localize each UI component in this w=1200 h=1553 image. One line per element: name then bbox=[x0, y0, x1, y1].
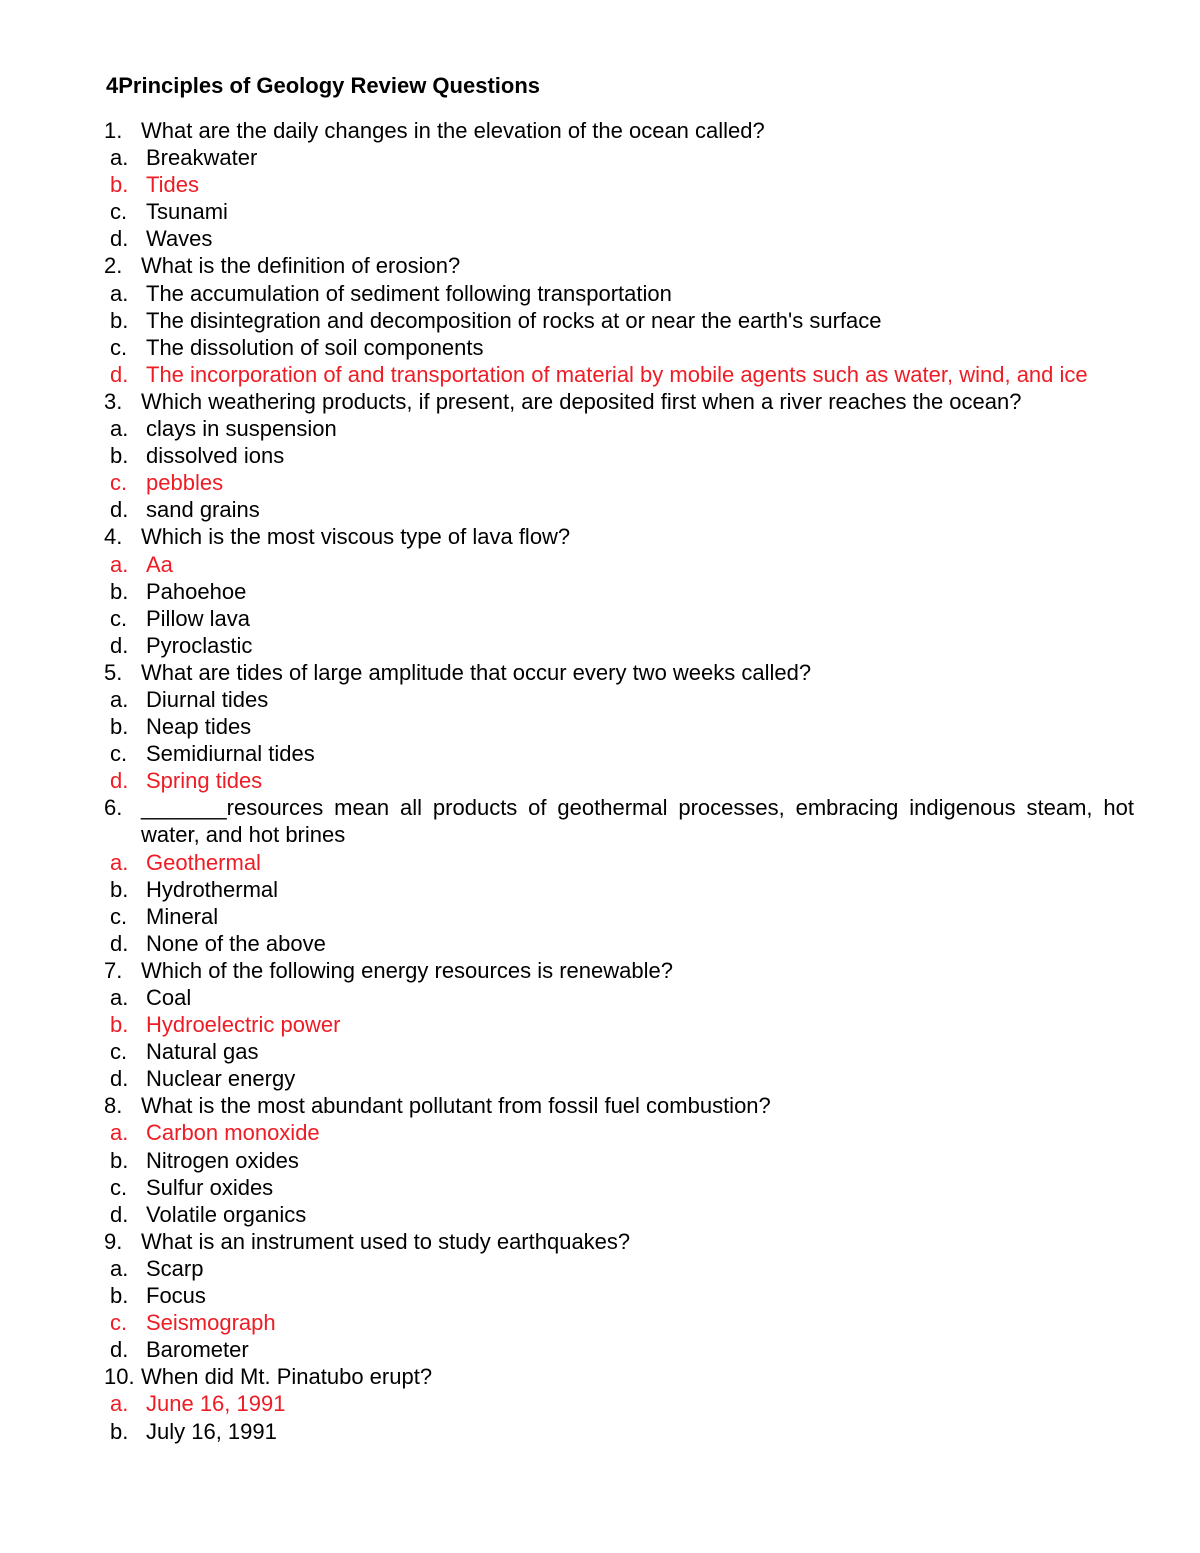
answer-option bbox=[104, 334, 1134, 361]
option-text: The incorporation of and transportation of material by mobile agents such as water, wind, and ice bbox=[146, 361, 1088, 387]
option-letter: b. bbox=[110, 876, 129, 902]
document-title: 4Principles of Geology Review Questions bbox=[106, 73, 541, 98]
question-number: 4. bbox=[104, 524, 123, 550]
option-letter: a. bbox=[110, 551, 129, 577]
correct-answer-option bbox=[104, 1309, 1134, 1336]
answer-option bbox=[104, 1147, 1134, 1174]
option-text: Waves bbox=[146, 226, 213, 252]
question-text: Which of the following energy resources is renewable? bbox=[141, 957, 673, 983]
option-text: None of the above bbox=[146, 930, 326, 956]
answer-option bbox=[104, 984, 1134, 1011]
option-letter: b. bbox=[110, 1012, 129, 1038]
option-letter: b. bbox=[110, 1147, 129, 1173]
option-text: Tides bbox=[146, 172, 199, 198]
option-text: Scarp bbox=[146, 1255, 204, 1281]
option-text: Hydroelectric power bbox=[146, 1012, 341, 1038]
correct-answer-option bbox=[104, 551, 1134, 578]
option-text: Seismograph bbox=[146, 1310, 276, 1336]
answer-option bbox=[104, 578, 1134, 605]
answer-option bbox=[104, 686, 1134, 713]
question-number: 2. bbox=[104, 253, 123, 279]
answer-option bbox=[104, 740, 1134, 767]
answer-option bbox=[104, 1201, 1134, 1228]
question-number: 1. bbox=[104, 118, 123, 143]
option-text: Focus bbox=[146, 1283, 206, 1309]
question-number: 6. bbox=[104, 795, 123, 821]
option-letter: a. bbox=[110, 1120, 129, 1146]
question-number: 10. bbox=[104, 1364, 135, 1390]
option-text: Neap tides bbox=[146, 714, 252, 740]
option-text: Tsunami bbox=[146, 199, 228, 225]
question-7 bbox=[104, 957, 1134, 984]
option-text: Diurnal tides bbox=[146, 686, 269, 712]
option-text: Coal bbox=[146, 985, 192, 1010]
question-number: 5. bbox=[104, 659, 123, 685]
question-10 bbox=[104, 1363, 1134, 1390]
question-5 bbox=[104, 659, 1134, 686]
question-1 bbox=[104, 117, 1134, 144]
question-text: _______resources mean all products of geothermal processes, embracing indigenous steam, hot water, and hot brines bbox=[141, 795, 1134, 848]
answer-option bbox=[104, 1418, 1134, 1445]
option-text: July 16, 1991 bbox=[146, 1418, 277, 1444]
question-text: What is the most abundant pollutant from fossil fuel combustion? bbox=[141, 1093, 771, 1119]
question-4 bbox=[104, 523, 1134, 550]
answer-option bbox=[104, 903, 1134, 930]
option-letter: b. bbox=[110, 1418, 129, 1444]
option-text: Mineral bbox=[146, 903, 219, 929]
option-text: Nuclear energy bbox=[146, 1066, 296, 1092]
option-text: Hydrothermal bbox=[146, 876, 279, 902]
question-text: What are the daily changes in the elevation of the ocean called? bbox=[141, 118, 765, 143]
option-letter: b. bbox=[110, 714, 129, 740]
option-letter: b. bbox=[110, 172, 129, 198]
question-list bbox=[104, 117, 1134, 1445]
option-letter: d. bbox=[110, 768, 129, 794]
option-letter: d. bbox=[110, 632, 129, 658]
answer-option bbox=[104, 144, 1134, 171]
correct-answer-option bbox=[104, 469, 1134, 496]
option-letter: c. bbox=[110, 334, 128, 360]
option-text: Natural gas bbox=[146, 1039, 259, 1065]
correct-answer-option bbox=[104, 1011, 1134, 1038]
option-text: sand grains bbox=[146, 497, 260, 523]
answer-option bbox=[104, 1174, 1134, 1201]
option-text: Carbon monoxide bbox=[146, 1120, 320, 1146]
option-letter: a. bbox=[110, 416, 129, 442]
option-letter: b. bbox=[110, 578, 129, 604]
answer-option bbox=[104, 930, 1134, 957]
option-text: Sulfur oxides bbox=[146, 1174, 274, 1200]
option-text: Nitrogen oxides bbox=[146, 1147, 299, 1173]
question-9 bbox=[104, 1228, 1134, 1255]
option-letter: c. bbox=[110, 1039, 128, 1065]
answer-option bbox=[104, 225, 1134, 252]
option-letter: d. bbox=[110, 930, 129, 956]
option-text: Semidiurnal tides bbox=[146, 741, 315, 767]
option-letter: b. bbox=[110, 307, 129, 333]
option-letter: c. bbox=[110, 903, 128, 929]
option-letter: a. bbox=[110, 280, 129, 306]
correct-answer-option bbox=[104, 767, 1134, 794]
option-text: Pahoehoe bbox=[146, 578, 247, 604]
question-number: 7. bbox=[104, 957, 123, 983]
question-text: What is an instrument used to study earthquakes? bbox=[141, 1228, 631, 1254]
answer-option bbox=[104, 713, 1134, 740]
question-number: 9. bbox=[104, 1228, 123, 1254]
answer-option bbox=[104, 605, 1134, 632]
question-6 bbox=[104, 794, 1134, 848]
option-letter: a. bbox=[110, 686, 129, 712]
option-text: Spring tides bbox=[146, 768, 263, 794]
option-letter: b. bbox=[110, 1283, 129, 1309]
option-text: Volatile organics bbox=[146, 1201, 307, 1227]
answer-option bbox=[104, 876, 1134, 903]
option-text: Aa bbox=[146, 551, 173, 577]
correct-answer-option bbox=[104, 361, 1134, 388]
answer-option bbox=[104, 198, 1134, 225]
option-letter: c. bbox=[110, 199, 128, 225]
answer-option bbox=[104, 280, 1134, 307]
option-letter: d. bbox=[110, 1066, 129, 1092]
correct-answer-option bbox=[104, 171, 1134, 198]
option-letter: d. bbox=[110, 361, 129, 387]
answer-option bbox=[104, 415, 1134, 442]
answer-option bbox=[104, 1038, 1134, 1065]
question-text: What is the definition of erosion? bbox=[141, 253, 461, 279]
answer-option bbox=[104, 1336, 1134, 1363]
option-text: dissolved ions bbox=[146, 443, 285, 469]
option-text: Pyroclastic bbox=[146, 632, 253, 658]
option-text: Pillow lava bbox=[146, 605, 250, 631]
option-text: Breakwater bbox=[146, 145, 258, 171]
option-letter: c. bbox=[110, 605, 128, 631]
option-letter: a. bbox=[110, 1391, 129, 1417]
answer-option bbox=[104, 632, 1134, 659]
option-letter: a. bbox=[110, 985, 129, 1010]
option-letter: c. bbox=[110, 1174, 128, 1200]
question-2 bbox=[104, 252, 1134, 279]
option-text: Geothermal bbox=[146, 849, 261, 875]
option-letter: a. bbox=[110, 145, 129, 171]
question-text: Which is the most viscous type of lava flow? bbox=[141, 524, 571, 550]
option-text: The dissolution of soil components bbox=[146, 334, 484, 360]
correct-answer-option bbox=[104, 1119, 1134, 1146]
answer-option bbox=[104, 307, 1134, 334]
option-text: Barometer bbox=[146, 1337, 249, 1363]
question-text: Which weathering products, if present, are deposited first when a river reaches the ocean? bbox=[141, 388, 1022, 414]
answer-option bbox=[104, 442, 1134, 469]
option-text: The disintegration and decomposition of rocks at or near the earth's surface bbox=[146, 307, 882, 333]
option-letter: d. bbox=[110, 1201, 129, 1227]
answer-option bbox=[104, 1065, 1134, 1092]
option-text: pebbles bbox=[146, 470, 224, 496]
answer-option bbox=[104, 1255, 1134, 1282]
option-letter: c. bbox=[110, 741, 128, 767]
question-text: When did Mt. Pinatubo erupt? bbox=[141, 1364, 433, 1390]
option-text: clays in suspension bbox=[146, 416, 337, 442]
correct-answer-option bbox=[104, 1390, 1134, 1417]
correct-answer-option bbox=[104, 849, 1134, 876]
option-letter: d. bbox=[110, 497, 129, 523]
option-letter: a. bbox=[110, 849, 129, 875]
option-letter: d. bbox=[110, 226, 129, 252]
option-letter: d. bbox=[110, 1337, 129, 1363]
question-text: What are tides of large amplitude that occur every two weeks called? bbox=[141, 659, 812, 685]
option-text: The accumulation of sediment following transportation bbox=[146, 280, 672, 306]
option-letter: a. bbox=[110, 1255, 129, 1281]
option-letter: c. bbox=[110, 1310, 128, 1336]
question-8 bbox=[104, 1092, 1134, 1119]
option-letter: c. bbox=[110, 470, 128, 496]
option-text: June 16, 1991 bbox=[146, 1391, 286, 1417]
question-number: 3. bbox=[104, 388, 123, 414]
question-3 bbox=[104, 388, 1134, 415]
answer-option bbox=[104, 1282, 1134, 1309]
answer-option bbox=[104, 496, 1134, 523]
question-number: 8. bbox=[104, 1093, 123, 1119]
option-letter: b. bbox=[110, 443, 129, 469]
